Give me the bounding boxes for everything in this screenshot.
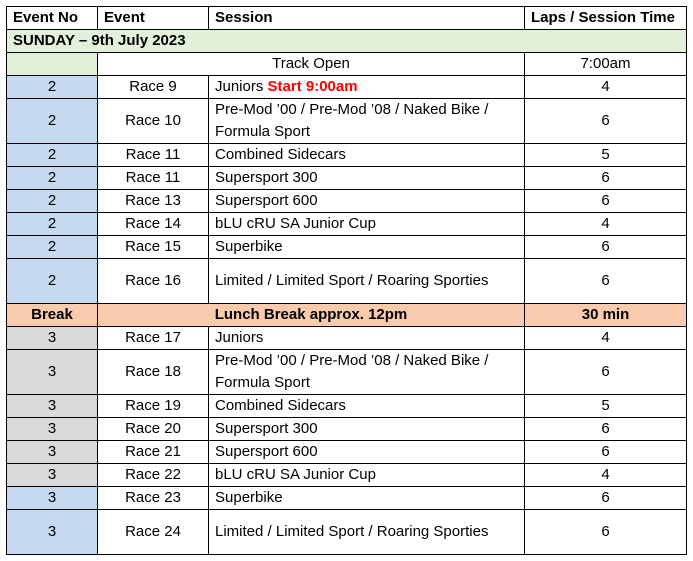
session-cell: Combined Sidecars — [209, 395, 525, 418]
session-cell: Pre-Mod ’00 / Pre-Mod ’08 / Naked Bike / Formula Sport — [209, 350, 525, 395]
laps-cell: 6 — [525, 99, 687, 144]
session-cell: Limited / Limited Sport / Roaring Sporties — [209, 259, 525, 304]
laps-cell: 6 — [525, 236, 687, 259]
track-open-time: 7:00am — [525, 53, 687, 76]
session-cell: Supersport 600 — [209, 190, 525, 213]
break-row — [7, 304, 687, 327]
table-row — [7, 441, 687, 464]
table-row — [7, 395, 687, 418]
event-no-cell: 2 — [7, 259, 98, 304]
session-cell: bLU cRU SA Junior Cup — [209, 464, 525, 487]
event-no-cell: 2 — [7, 76, 98, 99]
laps-cell: 6 — [525, 350, 687, 395]
event-cell: Race 23 — [98, 487, 209, 510]
event-cell: Race 22 — [98, 464, 209, 487]
session-cell: Combined Sidecars — [209, 144, 525, 167]
laps-cell: 6 — [525, 441, 687, 464]
break-label: Break — [7, 304, 98, 327]
table-row — [7, 144, 687, 167]
event-cell: Race 21 — [98, 441, 209, 464]
event-no-cell: 2 — [7, 167, 98, 190]
track-open-row — [7, 53, 687, 76]
event-no-cell: 3 — [7, 510, 98, 555]
event-no-cell: 2 — [7, 190, 98, 213]
table-row — [7, 510, 687, 555]
event-no-cell: 3 — [7, 487, 98, 510]
session-cell: Supersport 300 — [209, 167, 525, 190]
session-cell: bLU cRU SA Junior Cup — [209, 213, 525, 236]
break-text: Lunch Break approx. 12pm — [98, 304, 525, 327]
session-cell: Limited / Limited Sport / Roaring Sporties — [209, 510, 525, 555]
event-cell: Race 18 — [98, 350, 209, 395]
header-event-no: Event No — [7, 7, 98, 30]
event-cell: Race 14 — [98, 213, 209, 236]
session-cell: Supersport 300 — [209, 418, 525, 441]
event-no-cell: 3 — [7, 441, 98, 464]
laps-cell: 6 — [525, 418, 687, 441]
laps-cell: 5 — [525, 144, 687, 167]
day-label: SUNDAY – 9th July 2023 — [7, 30, 687, 53]
header-event: Event — [98, 7, 209, 30]
laps-cell: 4 — [525, 464, 687, 487]
laps-cell: 6 — [525, 510, 687, 555]
header-row — [7, 7, 687, 30]
event-no-cell: 3 — [7, 350, 98, 395]
session-cell: Supersport 600 — [209, 441, 525, 464]
event-cell: Race 16 — [98, 259, 209, 304]
event-no-cell: 3 — [7, 327, 98, 350]
event-no-cell: 3 — [7, 418, 98, 441]
session-cell: Superbike — [209, 487, 525, 510]
event-cell: Race 10 — [98, 99, 209, 144]
event-cell: Race 11 — [98, 144, 209, 167]
table-row — [7, 464, 687, 487]
event-no-cell: 2 — [7, 236, 98, 259]
day-row — [7, 30, 687, 53]
event-no-cell: 3 — [7, 395, 98, 418]
table-row — [7, 190, 687, 213]
laps-cell: 6 — [525, 190, 687, 213]
table-row — [7, 213, 687, 236]
event-no-cell: 2 — [7, 99, 98, 144]
laps-cell: 5 — [525, 395, 687, 418]
laps-cell: 4 — [525, 327, 687, 350]
header-laps: Laps / Session Time — [525, 7, 687, 30]
start-time-note: Start 9:00am — [267, 78, 358, 95]
laps-cell: 4 — [525, 76, 687, 99]
track-open-label: Track Open — [98, 53, 525, 76]
laps-cell: 6 — [525, 167, 687, 190]
table-row — [7, 327, 687, 350]
session-text: Juniors — [215, 78, 264, 95]
table-row — [7, 418, 687, 441]
laps-cell: 6 — [525, 487, 687, 510]
event-cell: Race 15 — [98, 236, 209, 259]
table-row — [7, 350, 687, 395]
table-row — [7, 99, 687, 144]
event-no-cell: 2 — [7, 144, 98, 167]
event-cell: Race 17 — [98, 327, 209, 350]
track-open-blank — [7, 53, 98, 76]
event-no-cell: 2 — [7, 213, 98, 236]
table-row — [7, 487, 687, 510]
table-row — [7, 236, 687, 259]
session-cell — [209, 76, 525, 99]
race-schedule-table — [6, 6, 687, 555]
event-cell: Race 24 — [98, 510, 209, 555]
table-row — [7, 259, 687, 304]
event-no-cell: 3 — [7, 464, 98, 487]
event-cell: Race 11 — [98, 167, 209, 190]
session-cell: Juniors — [209, 327, 525, 350]
event-cell: Race 19 — [98, 395, 209, 418]
break-time: 30 min — [525, 304, 687, 327]
table-row — [7, 167, 687, 190]
event-cell: Race 20 — [98, 418, 209, 441]
event-cell: Race 9 — [98, 76, 209, 99]
session-cell: Superbike — [209, 236, 525, 259]
event-cell: Race 13 — [98, 190, 209, 213]
session-cell: Pre-Mod ’00 / Pre-Mod ’08 / Naked Bike / Formula Sport — [209, 99, 525, 144]
header-session: Session — [209, 7, 525, 30]
table-row — [7, 76, 687, 99]
laps-cell: 4 — [525, 213, 687, 236]
laps-cell: 6 — [525, 259, 687, 304]
